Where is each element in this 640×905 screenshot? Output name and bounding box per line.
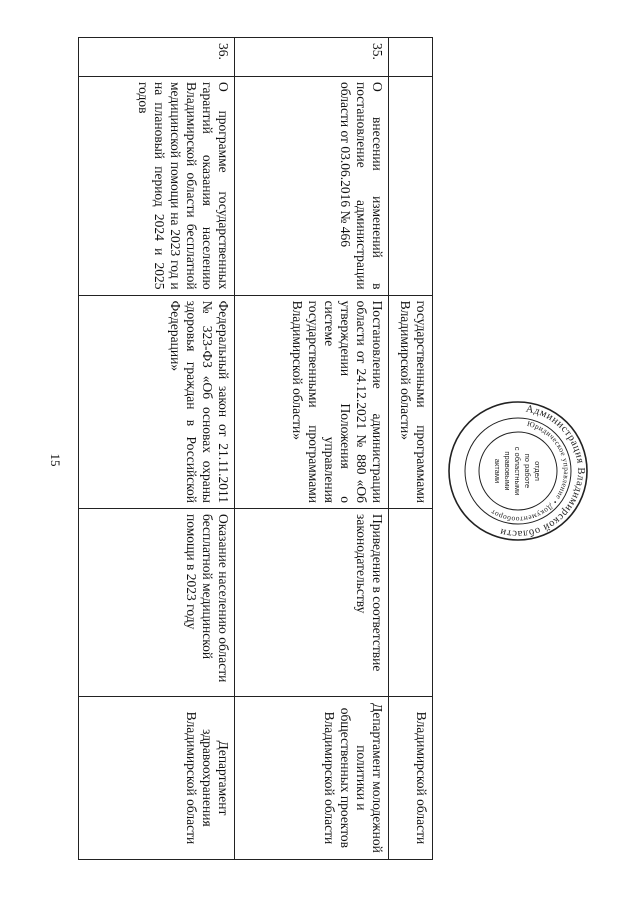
stamp-center-line: отдел	[533, 461, 542, 481]
official-stamp	[447, 400, 589, 542]
responsible-cell: Владимирской области	[388, 696, 432, 859]
row-number-cell	[388, 38, 432, 77]
stamp-outer-text: Администрация Владимирской области	[498, 403, 587, 540]
stamp-center-line: по работе	[523, 453, 532, 489]
row-number-cell: 35.	[235, 38, 389, 77]
purpose-cell: Оказание населению области бесплатной медицинской помощи в 2023 году	[79, 509, 235, 697]
legal-basis-cell: государственными программами Владимирской области»	[388, 295, 432, 508]
responsible-cell: Департамент молодежной политики и общественных проектов Владимирской области	[235, 696, 389, 859]
purpose-cell	[388, 509, 432, 697]
table-row	[388, 38, 432, 860]
purpose-cell: Приведение в соответствие законодательству	[235, 509, 389, 697]
legal-basis-cell: Постановление администрации области от 24.12.2021 № 880 «Об утверждении Положения о системе управления государственными программами Владимирской области»	[235, 295, 389, 508]
document-table-wrapper	[78, 37, 433, 860]
legal-basis-cell: Федеральный закон от 21.11.2011 № 323-ФЗ «Об основах охраны здоровья граждан в Российской Федерации»	[79, 295, 235, 508]
stamp-center-line: актами	[493, 458, 502, 484]
table-row	[235, 38, 389, 860]
document-table	[78, 37, 433, 860]
act-title-cell: О внесении изменений в постановление администрации области от 03.06.2016 № 466	[235, 76, 389, 295]
stamp-center-text	[493, 447, 542, 496]
table-row	[79, 38, 235, 860]
page-number: 15	[48, 453, 63, 467]
stamp-center-line: правовыми	[503, 451, 512, 491]
act-title-cell	[388, 76, 432, 295]
stamp-inner-text: Юридическое управление • Документооборот	[488, 418, 572, 525]
row-number-cell: 36.	[79, 38, 235, 77]
responsible-cell: Департамент здравоохранения Владимирской области	[79, 696, 235, 859]
stamp-center-line: с областными	[513, 446, 522, 496]
act-title-cell: О программе государственных гарантий оказания населению Владимирской области бесплатной медицинской помощи на 2023 год и на плановый период 2024 и 2025 годов	[79, 76, 235, 295]
